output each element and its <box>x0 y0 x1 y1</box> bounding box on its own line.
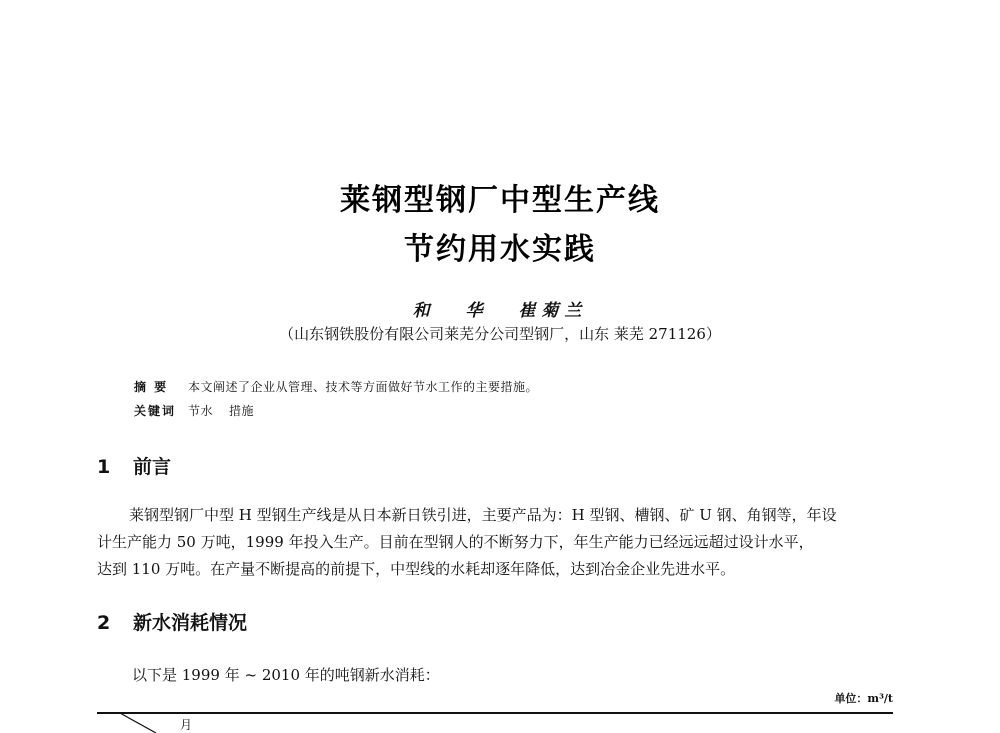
table-unit: 单位：m³/t <box>834 692 893 705</box>
paragraph-line: 达到 110 万吨。在产量不断提高的前提下，中型线的水耗却逐年降低，达到冶金企业先进水平。 <box>97 560 736 578</box>
abstract-text: 本文阐述了企业从管理、技术等方面做好节水工作的主要措施。 <box>188 380 539 394</box>
authors: 和 华 崔菊兰 <box>412 301 588 321</box>
keyword: 措施 <box>229 404 255 418</box>
paper-title-line-1: 莱钢型钢厂中型生产线 <box>340 183 660 218</box>
table-header-diagonal <box>118 713 158 733</box>
paragraph-line: 以下是 1999 年 ~ 2010 年的吨钢新水消耗： <box>132 666 440 684</box>
paragraph-line: 计生产能力 50 万吨，1999 年投入生产。目前在型钢人的不断努力下，年生产能力已经远远超过设计水平， <box>97 533 814 551</box>
section-heading-water-consumption <box>97 608 247 635</box>
paper-title-line-2: 节约用水实践 <box>404 232 596 267</box>
table-top-rule <box>97 712 893 714</box>
keywords <box>134 402 270 419</box>
keyword: 节水 <box>188 404 214 418</box>
affiliation: （山东钢铁股份有限公司莱芜分公司型钢厂，山东 莱芜 271126） <box>279 325 721 343</box>
table-header-month: 月 <box>180 718 193 732</box>
introduction-paragraph <box>97 502 897 583</box>
water-consumption-paragraph <box>132 662 832 689</box>
keywords-label: 关键词 <box>134 404 177 418</box>
abstract-label: 摘 要 <box>134 380 169 394</box>
section-number: 1 <box>97 456 111 478</box>
section-title: 前言 <box>133 456 172 478</box>
abstract <box>134 378 538 395</box>
paragraph-line: 莱钢型钢厂中型 H 型钢生产线是从日本新日铁引进，主要产品为：H 型钢、槽钢、矿 U 钢、角钢等，年设 <box>129 506 837 524</box>
section-title: 新水消耗情况 <box>133 612 248 634</box>
section-heading-introduction <box>97 452 171 479</box>
section-number: 2 <box>97 612 111 634</box>
